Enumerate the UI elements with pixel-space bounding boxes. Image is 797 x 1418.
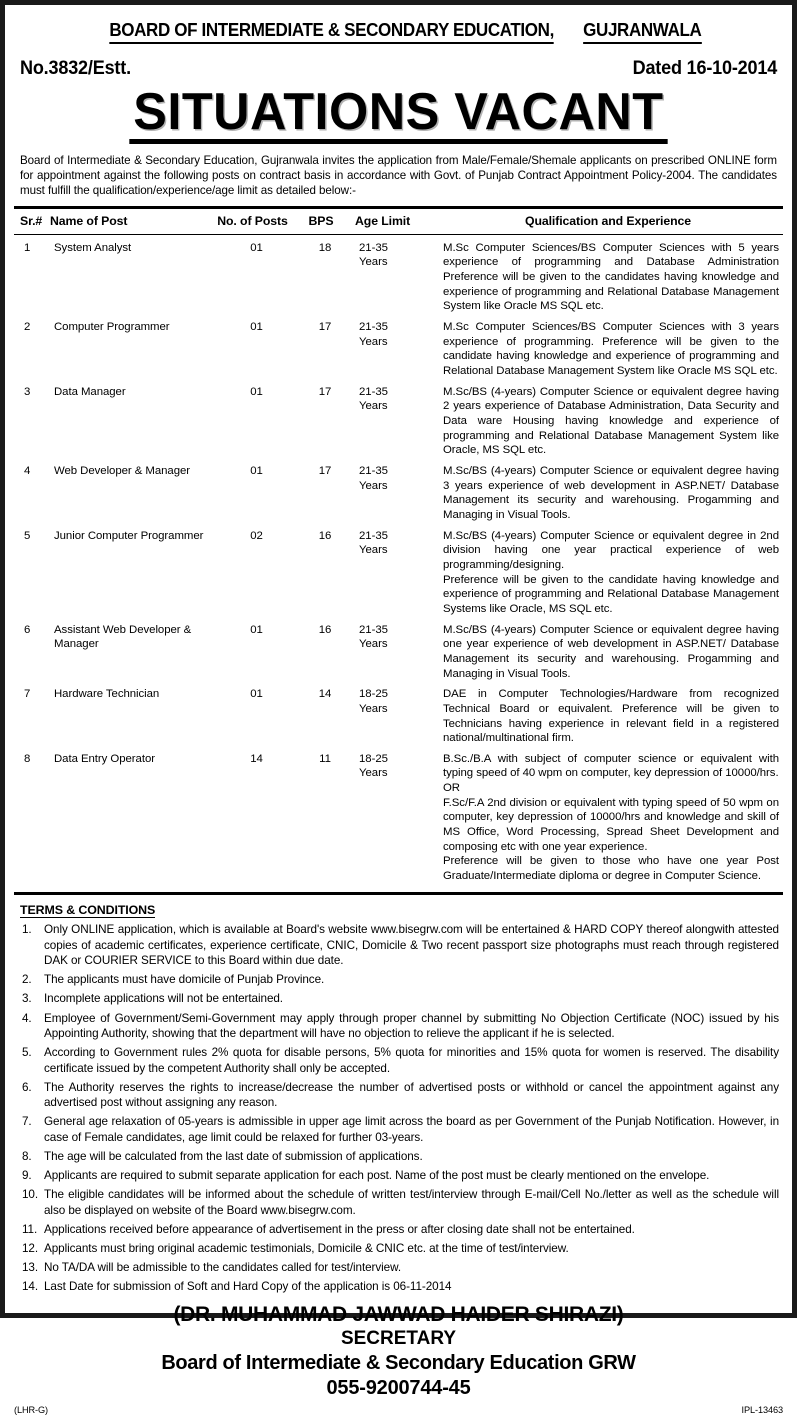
cell-posts: 02 <box>250 529 263 542</box>
term-item <box>18 1080 779 1111</box>
qualification-text: B.Sc./B.A with subject of computer science or equivalent with typing speed of 40 wpm on computer, key depression of 10000/hrs. <box>443 752 779 780</box>
page-title: SITUATIONS VACANT <box>129 86 667 144</box>
term-number: 10. <box>22 1188 39 1202</box>
term-item <box>18 922 779 969</box>
term-number: 6. <box>22 1080 32 1094</box>
masthead <box>6 6 791 44</box>
qualification-text: M.Sc/BS (4-years) Computer Science or equivalent degree in 2nd division having one year practical experience of web programming/designing. <box>443 529 779 571</box>
cell-qualification <box>437 617 783 682</box>
cell-posts: 01 <box>250 321 263 334</box>
cell-bps: 17 <box>318 321 332 334</box>
reference-date: Dated 16-10-2014 <box>632 57 777 79</box>
cell-age <box>351 235 437 314</box>
cell-bps: 14 <box>318 688 332 701</box>
term-text: Applicants are required to submit separate application for each post. Name of the post must be clearly mentioned on the envelope. <box>44 1169 710 1183</box>
table-row <box>14 746 783 884</box>
term-number: 3. <box>22 992 32 1006</box>
signatory-board: Board of Intermediate & Secondary Education GRW <box>161 1351 636 1374</box>
terms-and-conditions-section <box>6 895 791 1298</box>
cell-bps: 18 <box>318 241 332 254</box>
table-row <box>14 458 783 523</box>
term-item <box>18 1187 779 1218</box>
cell-age-inner <box>359 623 437 652</box>
cell-qualification <box>437 379 783 458</box>
cell-sr: 2 <box>24 321 31 334</box>
column-header-post: Name of Post <box>50 213 128 228</box>
reference-number: No.3832/Estt. <box>20 57 131 79</box>
cell-post: Junior Computer Programmer <box>54 529 204 542</box>
term-text: The age will be calculated from the last date of submission of applications. <box>44 1150 423 1164</box>
cell-sr: 8 <box>24 752 31 765</box>
cell-age-range: 21-35 <box>359 321 388 334</box>
qualification-text: M.Sc/BS (4-years) Computer Science or equivalent degree having 2 years experience of Database Administration, Data Security and Data ware Housing having knowledge and experience of programming and Relational Database Management System like Oracle, MS SQL etc. <box>443 385 779 457</box>
table-row <box>14 681 783 746</box>
cell-posts: 01 <box>250 385 263 398</box>
cell-age <box>351 681 437 746</box>
cell-age-inner <box>359 529 437 558</box>
cell-age-unit: Years <box>359 256 388 269</box>
cell-sr: 5 <box>24 529 31 542</box>
cell-age <box>351 523 437 617</box>
term-number: 11. <box>22 1222 38 1236</box>
organization-name-line2: GUJRANWALA <box>583 19 701 44</box>
term-number: 14. <box>22 1279 39 1293</box>
table-row <box>14 617 783 682</box>
table-row <box>14 314 783 379</box>
table-row <box>14 523 783 617</box>
term-text: Incomplete applications will not be entertained. <box>44 992 283 1006</box>
signatory-role: SECRETARY <box>340 1328 457 1350</box>
cell-age-range: 18-25 <box>359 688 388 701</box>
cell-age-range: 18-25 <box>359 752 388 765</box>
term-item <box>18 1011 779 1042</box>
cell-age-unit: Years <box>359 400 388 413</box>
cell-age-inner <box>359 687 437 716</box>
cell-age-inner <box>359 752 437 781</box>
qualification-text-2: F.Sc/F.A 2nd division or equivalent with typing speed of 50 wpm on computer, key depression of 10000/hrs and knowledge and skill of MS Office, Word Processing, Spread Sheet Development and composing etc with one year experience. <box>443 796 779 853</box>
qualification-or: OR <box>443 782 460 795</box>
cell-age-range: 21-35 <box>359 623 388 636</box>
term-item <box>18 1241 779 1257</box>
cell-qualification <box>437 746 783 884</box>
term-text: Applicants must bring original academic testimonials, Domicile & CNIC etc. at the time of test/interview. <box>44 1241 569 1255</box>
term-text: The applicants must have domicile of Punjab Province. <box>44 973 325 987</box>
signatory-phone: 055-9200744-45 <box>326 1376 471 1399</box>
term-number: 13. <box>22 1260 39 1274</box>
terms-title: TERMS & CONDITIONS <box>20 902 156 917</box>
term-item <box>18 1114 779 1145</box>
term-text: Only ONLINE application, which is available at Board's website www.bisegrw.com will be entertained & HARD COPY thereof alongwith attested copies of academic certificates, experience certificate, CNIC, Domicile & Two recent passport size photographs must reach through registered DAK or COURIER SERVICE to this Board within due date. <box>44 923 779 968</box>
cell-age-range: 21-35 <box>359 465 388 478</box>
cell-age-inner <box>359 320 437 349</box>
term-item <box>18 1260 779 1276</box>
term-text: The eligible candidates will be informed about the schedule of written test/interview through E-mail/Cell No./letter as well as the schedule will also be displayed on website of the Board www.bisegrw.com. <box>44 1188 779 1217</box>
cell-age-unit: Years <box>359 479 388 492</box>
term-text: According to Government rules 2% quota for disable persons, 5% quota for minorities and 15% quota for women is reserved. The disability certificate issued by the competent Authority shall only be accepted. <box>44 1046 779 1075</box>
term-text: The Authority reserves the rights to increase/decrease the number of advertised posts or withhold or cancel the appointment against any advertised post without assigning any reason. <box>44 1080 779 1110</box>
posts-table-body <box>14 235 783 884</box>
cell-qualification <box>437 314 783 379</box>
cell-age-unit: Years <box>359 544 388 557</box>
cell-bps: 16 <box>318 529 332 542</box>
cell-posts: 14 <box>250 752 263 765</box>
term-item <box>18 991 779 1007</box>
term-text: Employee of Government/Semi-Government may apply through proper channel by submitting No Objection Certificate (NOC) issued by his Appointing Authority, showing that the department will have no objection to relieve the applicant if he is selected. <box>44 1011 779 1041</box>
cell-age-inner <box>359 241 437 270</box>
term-number: 4. <box>22 1011 32 1025</box>
cell-posts: 01 <box>250 465 263 478</box>
cell-posts: 01 <box>250 623 263 636</box>
qualification-text: M.Sc/BS (4-years) Computer Science or equivalent degree having one year experience of web development in ASP.NET/ Database Management its security and warehousing. Progamming and Managing in Visual Tools. <box>443 623 779 680</box>
cell-posts: 01 <box>250 688 263 701</box>
cell-posts: 01 <box>250 241 263 254</box>
term-item <box>18 1168 779 1184</box>
cell-age-unit: Years <box>359 767 388 780</box>
cell-post: System Analyst <box>54 241 132 254</box>
term-text: General age relaxation of 05-years is admissible in upper age limit across the board as per Government of the Punjab Notification. However, in case of Female candidates, age limit could be relaxed for further 03-years. <box>44 1115 779 1144</box>
table-row <box>14 235 783 314</box>
cell-bps: 16 <box>318 623 332 636</box>
cell-age-unit: Years <box>359 702 388 715</box>
cell-age <box>351 746 437 884</box>
cell-age-range: 21-35 <box>359 529 388 542</box>
table-header-row <box>14 209 783 234</box>
term-number: 1. <box>22 923 32 937</box>
term-text: Applications received before appearance of advertisement in the press or after closing date shall not be entertained. <box>44 1222 635 1236</box>
posts-table-head <box>14 209 783 234</box>
cell-age <box>351 617 437 682</box>
term-item <box>18 1279 779 1295</box>
cell-age <box>351 379 437 458</box>
qualification-text: M.Sc Computer Sciences/BS Computer Sciences with 3 years experience of programming. Preference will be given to the candidate having knowledge and experience of programming and Relational Database Management System like Oracle MS SQL etc. <box>443 321 779 378</box>
cell-post: Hardware Technician <box>54 688 160 701</box>
term-number: 9. <box>22 1169 32 1183</box>
cell-bps: 17 <box>318 465 332 478</box>
signoff-block <box>6 1298 791 1401</box>
cell-bps: 11 <box>319 752 331 765</box>
term-number: 5. <box>22 1046 32 1060</box>
qualification-text: M.Sc/BS (4-years) Computer Science or equivalent degree having 3 years experience of web development in ASP.NET/ Database Management its security and warehousing. Progamming and Managing in Visual Tools. <box>443 465 779 521</box>
cell-qualification <box>437 458 783 523</box>
posts-table-body-wrap <box>14 235 783 884</box>
cell-post: Assistant Web Developer & Manager <box>54 623 192 651</box>
cell-sr: 3 <box>24 385 31 398</box>
cell-sr: 1 <box>24 241 31 254</box>
column-header-sr: Sr.# <box>20 213 43 228</box>
cell-post: Data Entry Operator <box>54 752 155 765</box>
main-title-wrap <box>6 80 791 144</box>
cell-age-inner <box>359 385 437 414</box>
term-number: 7. <box>22 1115 32 1129</box>
footer-bar <box>6 1401 791 1418</box>
cell-post: Web Developer & Manager <box>54 465 191 478</box>
term-text: No TA/DA will be admissible to the candidates called for test/interview. <box>44 1260 402 1274</box>
cell-age-range: 21-35 <box>359 385 388 398</box>
cell-qualification <box>437 235 783 314</box>
footer-left-code: (LHR-G) <box>14 1404 49 1415</box>
signatory-name: (DR. MUHAMMAD JAWWAD HAIDER SHIRAZI) <box>173 1303 624 1327</box>
cell-sr: 7 <box>24 688 31 701</box>
column-header-qualification: Qualification and Experience <box>525 213 691 228</box>
footer-right-code: IPL-13463 <box>741 1404 783 1415</box>
organization-name-line1: BOARD OF INTERMEDIATE & SECONDARY EDUCATION, <box>110 19 555 44</box>
reference-row <box>6 44 791 80</box>
cell-post: Computer Programmer <box>54 321 170 334</box>
advertisement-inner-frame <box>5 5 792 1415</box>
cell-age-inner <box>359 464 437 493</box>
cell-qualification <box>437 681 783 746</box>
cell-age-range: 21-35 <box>359 241 388 254</box>
column-header-age: Age Limit <box>355 213 411 228</box>
cell-age <box>351 314 437 379</box>
term-item <box>18 1149 779 1165</box>
table-row <box>14 379 783 458</box>
cell-age-unit: Years <box>359 638 388 651</box>
column-header-bps: BPS <box>308 213 334 228</box>
posts-table <box>14 209 783 234</box>
qualification-text-2: Preference will be given to the candidate having knowledge and experience of programming and Relational Database Management Systems like Oracle, MS SQL etc. <box>443 573 779 615</box>
qualification-text: DAE in Computer Technologies/Hardware from recognized Technical Board or equivalent. Preference will be given to Technicians having experience in relevant field in a registered national/multinational firm. <box>443 688 779 745</box>
cell-bps: 17 <box>318 385 332 398</box>
column-header-posts: No. of Posts <box>217 213 288 228</box>
term-number: 8. <box>22 1150 32 1164</box>
term-number: 2. <box>22 973 32 987</box>
term-number: 12. <box>22 1241 39 1255</box>
cell-age-unit: Years <box>359 335 388 348</box>
cell-qualification <box>437 523 783 617</box>
qualification-text-3: Preference will be given to those who have one year Post Graduate/Intermediate diploma or degree in Computer Science. <box>443 855 779 883</box>
term-item <box>18 1045 779 1076</box>
term-item <box>18 1222 779 1238</box>
cell-age <box>351 458 437 523</box>
cell-sr: 6 <box>24 623 31 636</box>
cell-sr: 4 <box>24 465 31 478</box>
term-item <box>18 972 779 988</box>
term-text: Last Date for submission of Soft and Hard Copy of the application is 06-11-2014 <box>44 1279 452 1293</box>
intro-paragraph: Board of Intermediate & Secondary Education, Gujranwala invites the application from Male/Female/Shemale applicants on prescribed ONLINE form for appointment against the following posts on contract basis in accordance with Govt. of Punjab Contract Appointment Policy-2004. The candidates must fulfill the qualification/experience/age limit as detailed below:- <box>20 153 777 197</box>
cell-post: Data Manager <box>54 385 126 398</box>
qualification-text: M.Sc Computer Sciences/BS Computer Sciences with 5 years experience of programming and Database Administration Preference will be given to the candidates having knowledge and experience of programming and Relational Database Management System like Oracle MS SQL etc. <box>443 241 779 313</box>
